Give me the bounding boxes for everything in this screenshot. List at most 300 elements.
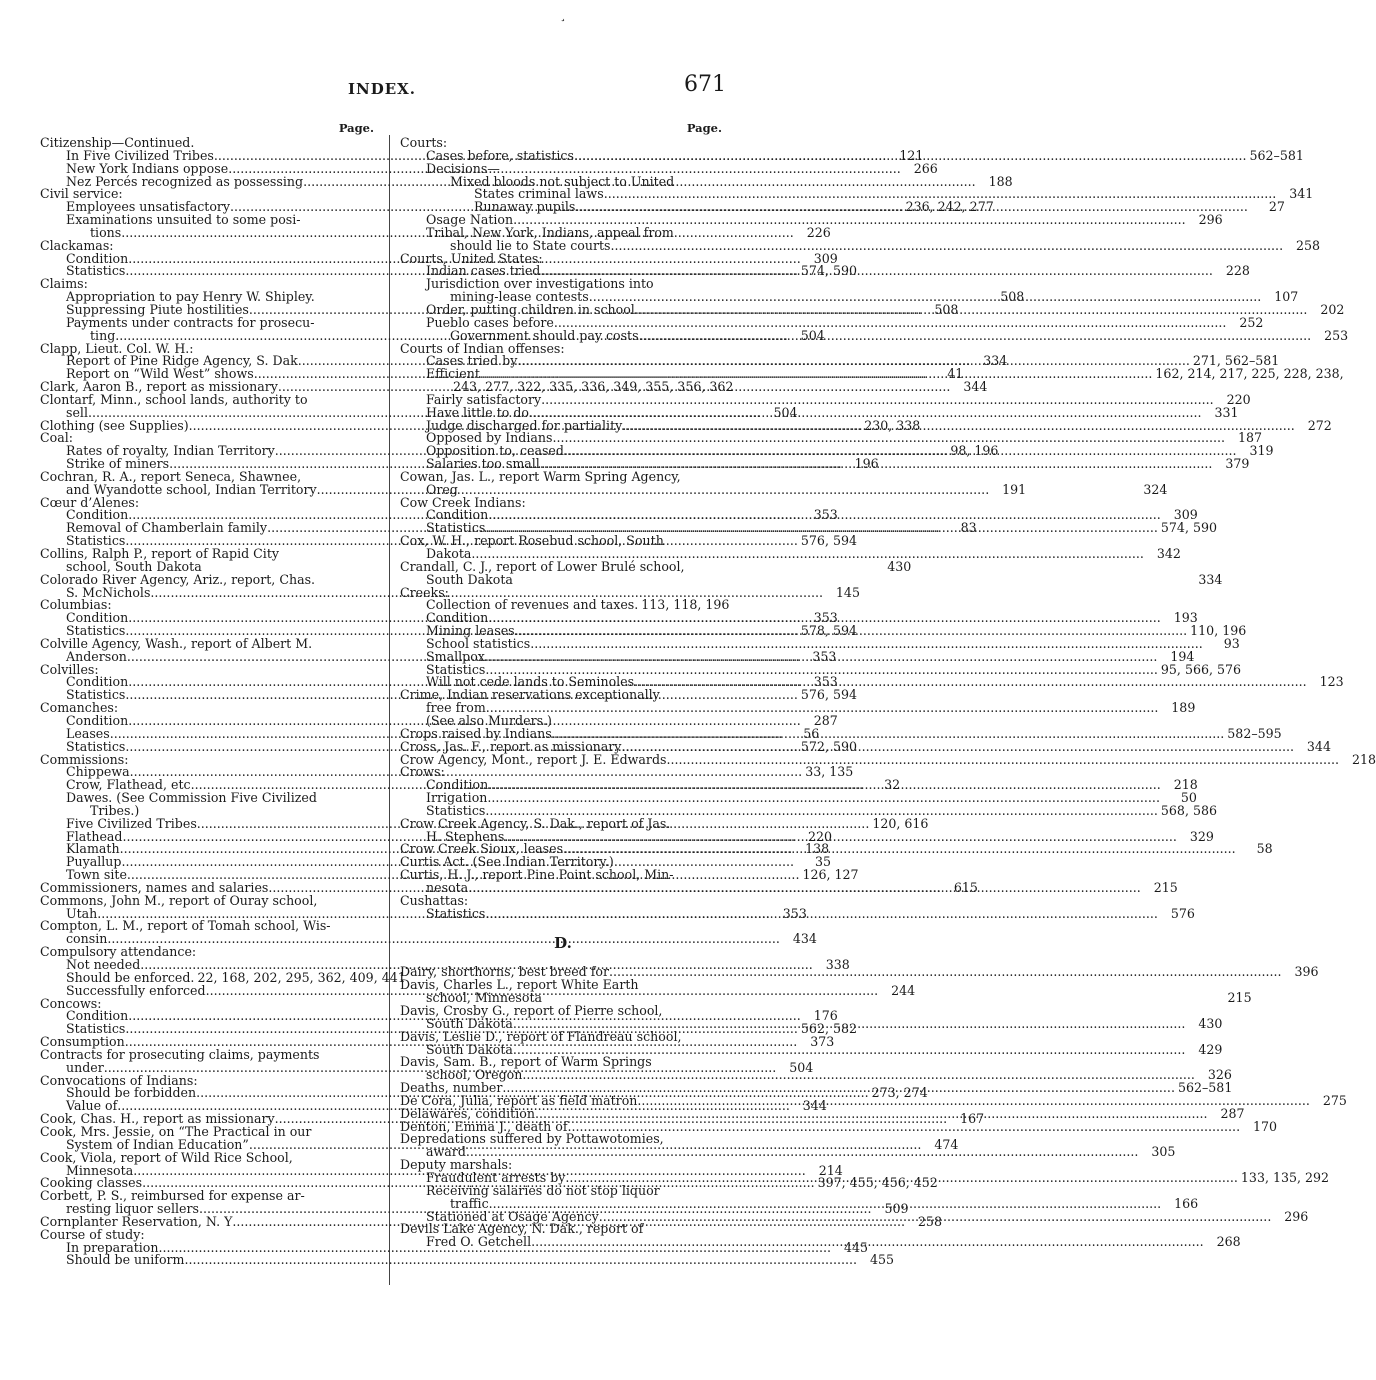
entry-label: award bbox=[426, 1144, 466, 1160]
entry-label: Cases tried by bbox=[426, 353, 518, 369]
page-reference: 243, 277, 322, 335, 336, 349, 355, 356, 362 bbox=[453, 379, 734, 395]
entry-label: Removal of Chamberlain family bbox=[66, 520, 268, 536]
entry-label: Statistics bbox=[66, 1021, 126, 1037]
page-reference: 319 bbox=[1249, 443, 1274, 459]
leader-dots bbox=[466, 1146, 1139, 1159]
entry-label: Clapp, Lieut. Col. W. H.: bbox=[40, 340, 194, 356]
page-reference: 344 bbox=[802, 1098, 827, 1114]
entry-label: Salaries too small bbox=[426, 456, 540, 472]
page-reference: 309 bbox=[1173, 507, 1198, 523]
entry-label: Corbett, P. S., reimbursed for expense ar- bbox=[40, 1188, 305, 1204]
page-reference: 353 bbox=[812, 648, 837, 664]
entry-label: Clontarf, Minn., school lands, authority to bbox=[40, 391, 308, 407]
leader-dots bbox=[468, 879, 1141, 895]
entry-label: Condition bbox=[66, 610, 129, 626]
entry-label: In Five Civilized Tribes bbox=[66, 147, 214, 163]
page-reference: 166 bbox=[1174, 1195, 1199, 1211]
entry-label: Chippewa bbox=[66, 764, 130, 780]
page-reference: 220 bbox=[807, 828, 833, 844]
entry-label: Commons, John M., report of Ouray school, bbox=[40, 892, 318, 908]
entry-label: (See also Murders.) bbox=[426, 712, 552, 728]
page-reference: 121 bbox=[899, 147, 924, 163]
page-reference: 353 bbox=[813, 674, 838, 690]
entry-label: Cases before, statistics bbox=[426, 147, 574, 163]
page-title: INDEX. bbox=[348, 80, 417, 98]
entry-label: Condition bbox=[66, 712, 129, 728]
entry-label: Fred O. Getchell bbox=[426, 1234, 532, 1250]
entry-label: Will not cede lands to Seminoles bbox=[426, 674, 635, 690]
entry-label: Jurisdiction over investigations into bbox=[426, 276, 654, 292]
page-reference: 576 bbox=[1170, 905, 1195, 921]
page-reference: 268 bbox=[1216, 1234, 1241, 1250]
entry-label: Davis, Crosby G., report of Pierre school, bbox=[400, 1003, 663, 1018]
leader-dots bbox=[634, 676, 1307, 689]
entry-label: Mining leases bbox=[426, 623, 515, 639]
entry-label: S. McNichols bbox=[66, 584, 151, 600]
page-reference: 430 bbox=[887, 558, 912, 574]
leader-dots bbox=[486, 702, 1159, 715]
page-reference: 253 bbox=[1324, 327, 1349, 343]
page-reference: 215 bbox=[1153, 879, 1178, 895]
page-reference: 334 bbox=[1198, 571, 1223, 587]
entry-label: Comanches: bbox=[40, 700, 119, 716]
page-reference: 615 bbox=[953, 879, 978, 895]
page-reference: 324 bbox=[1143, 481, 1168, 497]
page-reference: 228 bbox=[1225, 263, 1250, 279]
entry-label: Report on “Wild West” shows bbox=[66, 366, 254, 382]
entry-label: Cooking classes bbox=[40, 1175, 143, 1191]
page-reference: 176 bbox=[813, 1008, 838, 1024]
entry-label: Fraudulent arrests by bbox=[426, 1169, 566, 1185]
page-reference: 341 bbox=[1289, 186, 1314, 202]
entry-label: Course of study: bbox=[40, 1226, 145, 1242]
entry-label: Statistics bbox=[426, 520, 486, 536]
page-reference: 167 bbox=[960, 1111, 985, 1127]
entry-label: Curtis Act. (See Indian Territory.) bbox=[400, 854, 614, 870]
entry-label: should lie to State courts bbox=[450, 237, 611, 253]
entry-label: Deaths, number bbox=[400, 1080, 503, 1096]
entry-label: Colorado River Agency, Ariz., report, Chas. bbox=[40, 571, 316, 587]
entry-label: Consumption bbox=[40, 1034, 125, 1050]
entry-label: Nez Percés recognized as possessing bbox=[66, 173, 304, 189]
entry-label: Dakota bbox=[426, 546, 472, 561]
entry-label: Courts: bbox=[400, 135, 448, 150]
entry-label: Oreg bbox=[426, 481, 458, 497]
page-reference: 95, 566, 576 bbox=[1160, 661, 1242, 677]
page-reference: 252 bbox=[1239, 314, 1264, 330]
entry-label: Delawares, condition bbox=[400, 1105, 535, 1121]
page-reference: 568, 586 bbox=[1160, 802, 1217, 818]
page-reference: 98, 196 bbox=[950, 443, 999, 459]
entry-label: Condition bbox=[426, 507, 489, 523]
entry-label: Convocations of Indians: bbox=[40, 1072, 198, 1088]
entry-label: traffic bbox=[450, 1195, 489, 1211]
page-reference: 188 bbox=[988, 173, 1013, 189]
page-reference: 191 bbox=[1002, 481, 1027, 497]
entry-label: resting liquor sellers bbox=[66, 1201, 199, 1217]
entry-label: Order, putting children in school bbox=[426, 301, 635, 317]
index-entry bbox=[398, 751, 1376, 767]
entry-label: South Dakota bbox=[426, 1015, 513, 1031]
entry-label: Deputy marshals: bbox=[400, 1157, 513, 1173]
page-reference: 110, 196 bbox=[1190, 623, 1247, 639]
page-reference: 344 bbox=[1306, 738, 1331, 754]
entry-label: Cushattas: bbox=[400, 892, 469, 908]
entry-label: Condition bbox=[426, 777, 489, 793]
entry-label: Runaway pupils bbox=[474, 199, 576, 215]
page-reference: 202 bbox=[1320, 301, 1345, 317]
entry-label: Tribal, New York, Indians, appeal from bbox=[426, 224, 674, 240]
entry-label: Denton, Emma J., death of bbox=[400, 1118, 568, 1134]
leader-dots bbox=[666, 754, 1339, 767]
entry-label: Contracts for prosecuting claims, payments bbox=[40, 1046, 320, 1062]
page-reference: 230, 338 bbox=[864, 417, 921, 433]
page-reference: 455 bbox=[870, 1252, 895, 1268]
page-reference: 504 bbox=[789, 1059, 814, 1075]
entry-label: ting bbox=[90, 327, 116, 343]
leader-dots bbox=[599, 1211, 1272, 1224]
page-reference: 27 bbox=[1268, 199, 1285, 215]
page-reference: 218 bbox=[1351, 751, 1376, 767]
entry-label: Cook, Chas. H., report as missionary bbox=[40, 1111, 275, 1127]
page-reference: 309 bbox=[813, 250, 838, 266]
page-reference: 170 bbox=[1253, 1118, 1278, 1134]
page-reference: 326 bbox=[1207, 1067, 1232, 1083]
entry-label: Statistics bbox=[426, 802, 486, 818]
page-reference: 329 bbox=[1189, 828, 1214, 844]
entry-label: under bbox=[66, 1059, 104, 1075]
page-reference: 353 bbox=[813, 610, 838, 626]
entry-label: Cox, W. H., report Rosebud school, South bbox=[400, 533, 664, 549]
leader-dots bbox=[563, 843, 1236, 856]
page-reference: 32 bbox=[884, 777, 901, 793]
entry-label: Collection of revenues and taxes. bbox=[426, 597, 639, 613]
page-reference: 296 bbox=[1284, 1208, 1309, 1224]
page-reference: 509 bbox=[884, 1201, 909, 1217]
leader-dots bbox=[609, 966, 1282, 979]
entry-label: Condition bbox=[66, 674, 129, 690]
page-reference: 138 bbox=[805, 841, 830, 857]
page-reference: 133, 135, 292 bbox=[1240, 1169, 1330, 1185]
entry-label: Town site bbox=[66, 867, 127, 883]
page-reference: 429 bbox=[1198, 1041, 1223, 1057]
entry-label: Rates of royalty, Indian Territory bbox=[66, 443, 275, 459]
entry-label: Crow Agency, Mont., report J. E. Edwards bbox=[400, 751, 667, 767]
page-reference: 189 bbox=[1171, 700, 1196, 716]
entry-label: Columbias: bbox=[40, 597, 112, 613]
entry-label: Condition bbox=[66, 1008, 129, 1024]
entry-label: Statistics bbox=[66, 533, 126, 549]
page-reference: 287 bbox=[813, 712, 838, 728]
page-reference: 35 bbox=[814, 854, 831, 870]
entry-label: Civil service: bbox=[40, 186, 123, 202]
entry-label: Compton, L. M., report of Tomah school, Wis- bbox=[40, 918, 331, 934]
section-heading: D. bbox=[554, 934, 572, 953]
entry-label: Dairy, shorthorns, best breed for bbox=[400, 964, 609, 980]
page-reference: 236, 242, 277 bbox=[905, 199, 994, 215]
entry-label: Claims: bbox=[40, 276, 88, 292]
page-reference: 56 bbox=[803, 725, 820, 741]
page-reference: 272 bbox=[1307, 417, 1332, 433]
entry-label: Coal: bbox=[40, 430, 73, 446]
entry-label: nesota bbox=[426, 879, 469, 895]
page-reference: 430 bbox=[1198, 1015, 1223, 1031]
page-reference: 305 bbox=[1151, 1144, 1176, 1160]
index-entry bbox=[38, 1252, 895, 1268]
entry-label: Government should pay costs bbox=[450, 327, 639, 343]
entry-label: Fairly satisfactory bbox=[426, 391, 542, 407]
entry-label: Smallpox bbox=[426, 648, 485, 664]
page-column-label: Page. bbox=[338, 121, 374, 135]
page-reference: 273, 274 bbox=[871, 1085, 928, 1101]
entry-label: Pueblo cases before bbox=[426, 314, 554, 330]
page-reference: 187 bbox=[1237, 430, 1262, 446]
entry-label: Not needed bbox=[66, 957, 141, 972]
entry-label: South Dakota bbox=[426, 1041, 513, 1057]
page-reference: 83 bbox=[960, 520, 977, 536]
entry-label: Statistics bbox=[66, 623, 126, 639]
page-reference: 353 bbox=[813, 507, 838, 523]
entry-label: sell bbox=[66, 404, 88, 420]
page-reference: 572, 590 bbox=[800, 738, 857, 754]
page-number: 671 bbox=[684, 72, 726, 97]
entry-label: Receiving salaries do not stop liquor bbox=[426, 1182, 660, 1198]
page-reference: 504 bbox=[773, 404, 798, 420]
page-reference: 574, 590 bbox=[1160, 520, 1217, 536]
entry-label: Statistics bbox=[426, 661, 486, 677]
entry-label: Citizenship—Continued. bbox=[40, 135, 195, 150]
entry-label: Payments under contracts for prosecu- bbox=[66, 314, 315, 330]
page-reference: 58 bbox=[1256, 841, 1273, 857]
entry-label: Davis, Sam. B., report of Warm Springs bbox=[400, 1054, 652, 1070]
page-reference: 50 bbox=[1180, 790, 1197, 806]
entry-label: Tribes.) bbox=[90, 802, 140, 818]
page-reference: 226 bbox=[806, 224, 831, 240]
entry-label: Utah bbox=[66, 905, 98, 921]
entry-label: H. Stephens bbox=[426, 828, 505, 844]
entry-label: States criminal laws bbox=[474, 186, 604, 202]
page-reference: 338 bbox=[825, 957, 850, 972]
entry-label: Colville Agency, Wash., report of Albert M. bbox=[40, 635, 313, 651]
entry-label: Crow Creek Agency, S. Dak., report of Jas. bbox=[400, 815, 671, 831]
page-reference: 373 bbox=[810, 1034, 835, 1050]
entry-label: Clothing (see Supplies) bbox=[40, 417, 189, 433]
entry-label: mining-lease contests bbox=[450, 289, 589, 305]
page-reference: 244 bbox=[891, 982, 916, 998]
leader-dots bbox=[568, 1121, 1241, 1134]
entry-label: Have little to do bbox=[426, 404, 530, 420]
page-reference: 33, 135 bbox=[805, 764, 854, 780]
entry-label: Dawes. (See Commission Five Civilized bbox=[66, 790, 317, 806]
page-reference: 93 bbox=[1223, 635, 1240, 651]
page-reference: 258 bbox=[917, 1213, 942, 1229]
entry-label: Osage Nation bbox=[426, 212, 514, 228]
entry-label: Value of bbox=[66, 1098, 118, 1114]
entry-label: Employees unsatisfactory bbox=[66, 199, 231, 215]
page-reference: 41 bbox=[947, 366, 964, 382]
page-reference: 296 bbox=[1198, 212, 1223, 228]
entry-label: Condition bbox=[426, 610, 489, 626]
entry-label: Should be uniform bbox=[66, 1252, 185, 1268]
page-reference: 120, 616 bbox=[872, 815, 929, 831]
page-reference: 576, 594 bbox=[800, 687, 857, 703]
entry-label: Leases bbox=[66, 725, 110, 741]
page-reference: 214 bbox=[818, 1162, 843, 1178]
entry-label: Indian cases tried bbox=[426, 263, 541, 279]
entry-label: Clark, Aaron B., report as missionary bbox=[40, 379, 278, 395]
entry-label: Cow Creek Indians: bbox=[400, 494, 526, 510]
leader-dots bbox=[574, 147, 1247, 163]
entry-label: Davis, Leslie D., report of Flandreau school, bbox=[400, 1028, 682, 1044]
entry-label: Cook, Viola, report of Wild Rice School, bbox=[40, 1149, 293, 1165]
entry-label: Statistics bbox=[66, 687, 126, 703]
page-reference: 258 bbox=[1296, 237, 1321, 253]
leader-dots bbox=[531, 1236, 1204, 1249]
leader-dots bbox=[565, 1172, 1238, 1185]
page-reference: 266 bbox=[913, 160, 938, 176]
entry-label: Should be forbidden bbox=[66, 1085, 197, 1101]
entry-label: Anderson bbox=[66, 648, 127, 664]
entry-label: Crandall, C. J., report of Lower Brulé school, bbox=[400, 558, 685, 574]
leader-dots bbox=[611, 240, 1284, 253]
entry-label: School statistics bbox=[426, 635, 531, 651]
entry-label: Appropriation to pay Henry W. Shipley. bbox=[66, 289, 315, 305]
entry-label: South Dakota bbox=[426, 571, 513, 587]
entry-label: Commissions: bbox=[40, 751, 129, 767]
page-reference: 218 bbox=[1173, 777, 1198, 793]
page-reference: 113, 118, 196 bbox=[641, 597, 730, 613]
entry-label: Collins, Ralph P., report of Rapid City bbox=[40, 546, 280, 561]
page-reference: 194 bbox=[1170, 648, 1195, 664]
page-reference: 396 bbox=[1294, 964, 1319, 980]
entry-label: Concows: bbox=[40, 995, 102, 1011]
page-reference: 576, 594 bbox=[800, 533, 857, 549]
page-reference: 331 bbox=[1214, 404, 1239, 420]
entry-label: Commissioners, names and salaries bbox=[40, 879, 269, 895]
entry-label: Crow, Flathead, etc bbox=[66, 777, 191, 793]
entry-label: Crops raised by Indians bbox=[400, 725, 552, 741]
page-reference: 275 bbox=[1322, 1092, 1347, 1108]
entry-label: New York Indians oppose bbox=[66, 160, 229, 176]
entry-label: consin bbox=[66, 931, 108, 947]
entry-label: Opposition to, ceased bbox=[426, 443, 564, 459]
page-reference: 215 bbox=[1227, 990, 1252, 1006]
entry-label: Compulsory attendance: bbox=[40, 944, 197, 960]
entry-label: Statistics bbox=[66, 263, 126, 279]
entry-label: Mixed bloods not subject to United bbox=[450, 173, 675, 189]
leader-dots bbox=[639, 327, 1312, 343]
entry-label: Depredations suffered by Pottawotomies, bbox=[400, 1131, 664, 1147]
page-reference: 582–595 bbox=[1227, 725, 1282, 741]
page-reference: 162, 214, 217, 225, 228, 238, bbox=[1155, 366, 1344, 382]
leader-dots bbox=[485, 905, 1158, 921]
entry-label: Statistics bbox=[426, 905, 486, 921]
page-reference: 474 bbox=[934, 1136, 959, 1152]
entry-label: school, South Dakota bbox=[66, 558, 202, 574]
page-reference: 508 bbox=[934, 301, 959, 317]
entry-label: Puyallup bbox=[66, 854, 122, 870]
page-reference: 379 bbox=[1225, 456, 1250, 472]
page-reference: 287 bbox=[1220, 1105, 1245, 1121]
entry-label: Clackamas: bbox=[40, 237, 114, 253]
page-reference: 22, 168, 202, 295, 362, 409, 441 bbox=[197, 969, 406, 985]
entry-label: Cornplanter Reservation, N. Y bbox=[40, 1213, 233, 1229]
entry-label: Courts of Indian offenses: bbox=[400, 340, 565, 356]
page-reference: 220 bbox=[1226, 391, 1251, 407]
entry-label: Five Civilized Tribes bbox=[66, 815, 197, 831]
entry-label: Stationed at Osage Agency bbox=[426, 1208, 599, 1224]
entry-label: Suppressing Piute hostilities bbox=[66, 301, 249, 317]
entry-label: Crime, Indian reservations exceptionally bbox=[400, 687, 660, 703]
page-reference: 126, 127 bbox=[802, 867, 859, 883]
page-reference: 123 bbox=[1319, 674, 1344, 690]
page-reference: 107 bbox=[1274, 289, 1299, 305]
entry-label: Curtis, H. J., report Pine Point school, Min- bbox=[400, 867, 674, 883]
entry-label: Flathead bbox=[66, 828, 123, 844]
entry-label: Opposed by Indians bbox=[426, 430, 553, 446]
entry-label: Decisions— bbox=[426, 160, 500, 176]
page-reference: 562–581 bbox=[1177, 1080, 1233, 1096]
page-reference: 271, 562–581 bbox=[1192, 353, 1280, 369]
page-reference: 578, 594 bbox=[800, 623, 857, 639]
page-reference: 334 bbox=[983, 353, 1008, 369]
page-reference: 562, 582 bbox=[800, 1021, 857, 1037]
page-reference: 353 bbox=[782, 905, 807, 921]
page-reference: 397, 455, 456, 452 bbox=[817, 1175, 938, 1191]
corner-mark: ¸ bbox=[560, 8, 566, 22]
entry-label: Should be enforced. bbox=[66, 969, 195, 985]
entry-label: Cowan, Jas. L., report Warm Spring Agency, bbox=[400, 468, 681, 484]
entry-label: Statistics bbox=[66, 738, 126, 754]
entry-label: Efficient bbox=[426, 366, 480, 382]
entry-label: Report of Pine Ridge Agency, S. Dak bbox=[66, 353, 298, 369]
entry-label: System of Indian Education” bbox=[66, 1136, 249, 1152]
entry-label: Courts, United States: bbox=[400, 250, 543, 266]
entry-label: Cross, Jas. F., report as missionary bbox=[400, 738, 622, 754]
entry-label: Colvilles: bbox=[40, 661, 99, 677]
page-column-label: Page. bbox=[686, 121, 722, 135]
page-reference: 342 bbox=[1156, 546, 1181, 561]
entry-label: Cochran, R. A., report Seneca, Shawnee, bbox=[40, 468, 302, 484]
page-reference: 344 bbox=[963, 379, 988, 395]
entry-label: Condition bbox=[66, 507, 129, 523]
entry-label: Creeks: bbox=[400, 584, 449, 600]
entry-label: school, Minnesota bbox=[426, 990, 543, 1006]
entry-label: Examinations unsuited to some posi- bbox=[66, 212, 301, 228]
entry-label: Successfully enforced bbox=[66, 982, 206, 998]
entry-label: Crow Creek Sioux, leases bbox=[400, 841, 564, 857]
page-reference: 508 bbox=[1000, 289, 1025, 305]
entry-label: Devils Lake Agency, N. Dak., report of bbox=[400, 1221, 644, 1237]
entry-label: Judge discharged for partiality bbox=[426, 417, 623, 433]
entry-label: In preparation bbox=[66, 1239, 159, 1255]
page-reference: 574, 590 bbox=[800, 263, 857, 279]
entry-label: Condition bbox=[66, 250, 129, 266]
page-reference: 504 bbox=[800, 327, 825, 343]
page-reference: 196 bbox=[854, 456, 879, 472]
entry-label: free from bbox=[426, 700, 486, 716]
page-reference: 445 bbox=[844, 1239, 869, 1255]
entry-label: Strike of miners bbox=[66, 456, 170, 472]
entry-label: Irrigation bbox=[426, 790, 488, 806]
entry-label: school, Oregon bbox=[426, 1067, 523, 1083]
entry-label: Cook, Mrs. Jessie, on “The Practical in our bbox=[40, 1123, 312, 1139]
entry-label: Davis, Charles L., report White Earth bbox=[400, 977, 639, 993]
entry-label: and Wyandotte school, Indian Territory bbox=[66, 481, 317, 497]
entry-label: tions bbox=[90, 224, 122, 240]
page-reference: 562–581 bbox=[1249, 147, 1304, 163]
entry-label: Minnesota bbox=[66, 1162, 134, 1178]
